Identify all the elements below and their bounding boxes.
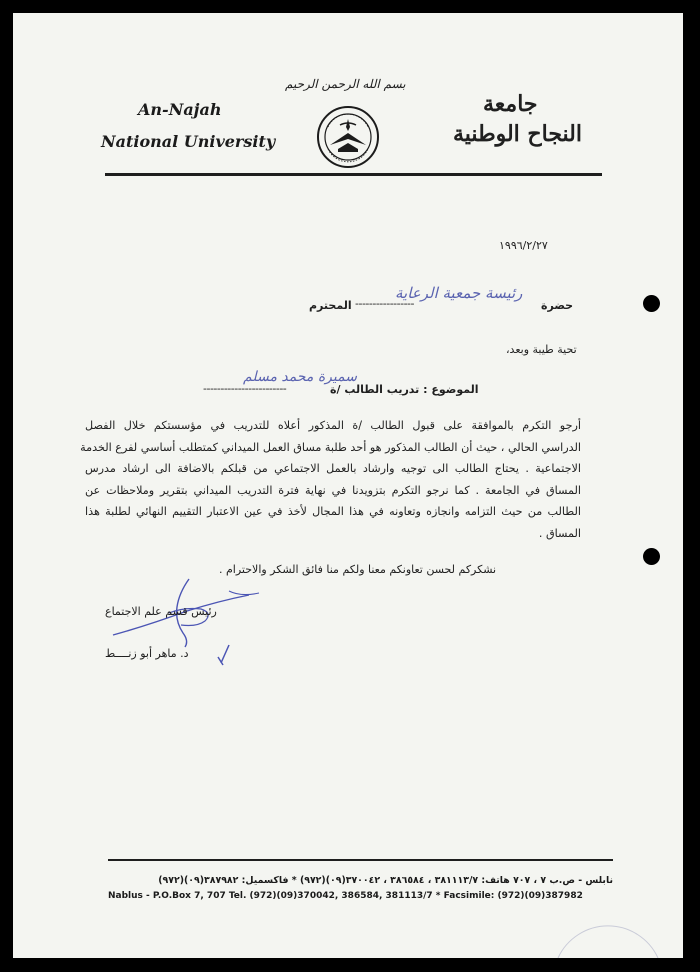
body-line: المساق في الجامعة . كما نرجو التكرم بتزويدنا في نهاية فترة التدريب الميداني بتقرير وملاحظات عن — [85, 484, 581, 497]
signer-name: د. ماهر أبو زنــــط — [105, 647, 189, 660]
signer-initial-mark — [213, 643, 233, 667]
body-line: الاجتماعية . يحتاج الطالب الى توجيه وارشاد بالعمل الاجتماعي من قبلكم بالاضافة الى ارشاد مدرس — [85, 462, 581, 475]
university-seal-icon — [316, 105, 380, 169]
punch-hole-top — [643, 295, 660, 312]
body-line: الدراسي الحالي ، حيث أن الطالب المذكور هو أحد طلبة مساق العمل الميداني كمتطلب أساسي لفرع الخدمة — [80, 441, 581, 454]
subject-dash-line: ------------------------ — [203, 382, 287, 395]
university-name-en-line1: An-Najah — [138, 100, 222, 119]
footer-english-contact: Nablus - P.O.Box 7, 707 Tel. (972)(09)370042, 386584, 381113/7 * Facsimile: (972)(09)387982 — [108, 891, 583, 901]
salutation-prefix: حضرة — [541, 299, 574, 312]
signer-title: رئيس قسم علم الاجتماع — [105, 605, 217, 618]
faint-stamp-mark — [553, 911, 663, 958]
salutation-suffix: المحترم — [309, 299, 352, 312]
footer-arabic-contact: نابلس - ص.ب ٧ ، ٧٠٧ هاتف: ٣٨١١١٣/٧ ، ٣٨٦٥٨٤ ، ٣٧٠٠٤٢(٠٩)(٩٧٢) * فاكسميل: ٣٨٧٩٨٢(٠٩)(٩٧٢) — [158, 875, 613, 886]
addressee-handwritten: رئيسة جمعية الرعاية — [395, 284, 523, 302]
footer-rule — [108, 859, 613, 861]
punch-hole-bottom — [643, 548, 660, 565]
bismillah-calligraphy: بسم الله الرحمن الرحيم — [285, 77, 406, 91]
body-line: المساق . — [538, 527, 581, 540]
header-rule — [105, 173, 602, 176]
body-line: الطالب من حيث التزامه وانجازه وتعاونه في هذا المجال لأخذ في عين الاعتبار التقييم النهائي لطلبة هذا — [85, 505, 581, 518]
subject-student-handwritten: سميرة محمد مسلم — [243, 369, 357, 385]
subject-label: الموضوع : تدريب الطالب /ة — [330, 383, 479, 396]
body-line: أرجو التكرم بالموافقة على قبول الطالب /ة المذكور أعلاه للتدريب في مؤسستكم خلال الفصل — [85, 419, 581, 432]
greeting: تحية طيبة وبعد، — [506, 343, 577, 356]
closing-line: نشكركم لحسن تعاونكم معنا ولكم منا فائق الشكر والاحترام . — [219, 563, 497, 576]
letter-date: ١٩٩٦/٢/٢٧ — [499, 239, 548, 252]
letter-sheet — [13, 13, 683, 958]
university-name-en-line2: National University — [101, 132, 276, 151]
university-name-ar-line1: جامعة — [483, 91, 538, 117]
addressee-dash-line: ----------------- — [355, 297, 414, 310]
university-name-ar-line2: النجاح الوطنية — [453, 121, 582, 147]
